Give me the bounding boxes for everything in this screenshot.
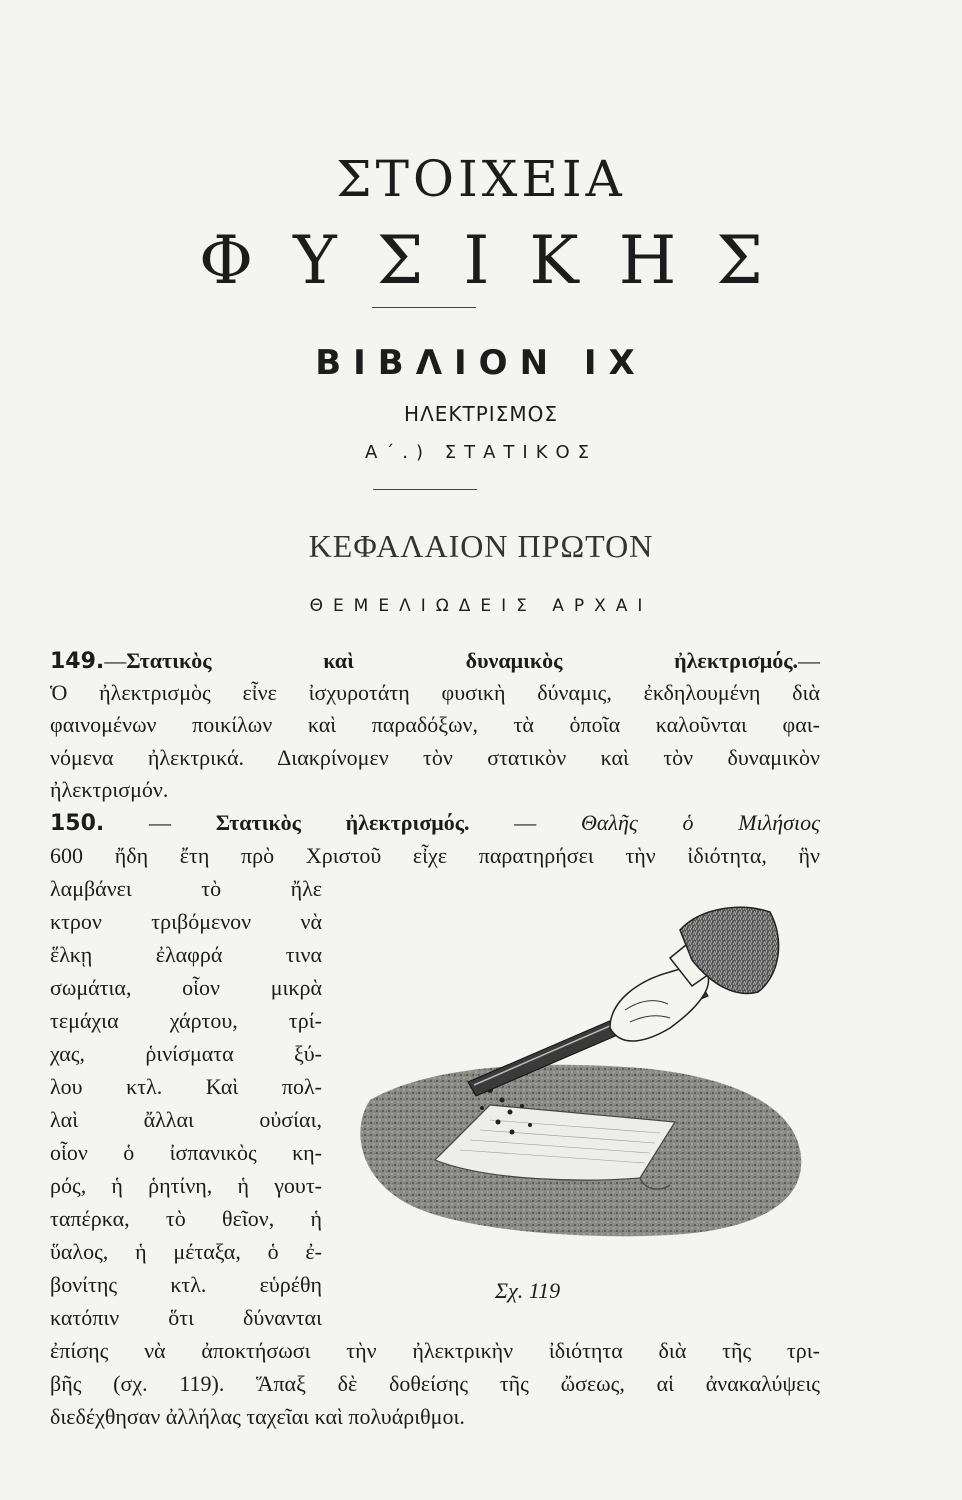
paragraph-line: λαὶ ἄλλαι οὐσίαι, xyxy=(50,1107,322,1132)
paragraph-line: φαινομένων ποικίλων καὶ παραδόξων, τὰ ὁποῖα καλοῦνται φαι- xyxy=(50,712,820,737)
section-150-heading-line: 150. — Στατικὸς ἠλεκτρισμός. — Θαλῆς ὁ Μιλήσιος xyxy=(50,810,821,836)
figure-caption: Σχ. 119 xyxy=(495,1278,561,1303)
paragraph-line: ἐπίσης νὰ ἀποκτήσωσι τὴν ἠλεκτρικὴν ἰδιότητα διὰ τῆς τρι- xyxy=(50,1338,820,1363)
divider-rule xyxy=(373,489,477,490)
paragraph-line: Ὁ ἠλεκτρισμὸς εἶνε ἰσχυροτάτη φυσικὴ δύναμις, ἐκδηλουμένη διὰ xyxy=(50,680,820,705)
paragraph-line: κατόπιν ὅτι δύνανται xyxy=(50,1305,322,1330)
divider-rule xyxy=(372,307,476,308)
paragraph-line: οἷον ὁ ἰσπανικὸς κη- xyxy=(50,1140,322,1165)
paragraph-line: χας, ῥινίσματα ξύ- xyxy=(50,1041,322,1066)
title-line-2: ΦΥΣΙΚΗΣ xyxy=(199,222,803,299)
part-heading: Α΄.) ΣΤΑΤΙΚΟΣ xyxy=(364,442,598,463)
section-lead: Θαλῆς ὁ Μιλήσιος xyxy=(581,810,821,835)
section-149-heading-line: 149.—Στατικὸς καὶ δυναμικὸς ἠλεκτρισμός.— xyxy=(50,648,820,674)
chapter-heading: ΚΕΦΑΛΑΙΟΝ ΠΡΩΤΟΝ xyxy=(308,528,654,564)
paragraph-line: νόμενα ἠλεκτρικά. Διακρίνομεν τὸν στατικὸν καὶ τὸν δυναμικὸν xyxy=(50,745,820,770)
paragraph-line: κτρον τριβόμενον νὰ xyxy=(50,909,322,934)
section-number: 149. xyxy=(50,649,105,674)
paragraph-line: ρός, ἡ ῥητίνη, ἡ γουτ- xyxy=(50,1173,322,1198)
section-number: 150. xyxy=(50,811,105,836)
book-heading: ΒΙΒΛΙΟΝ IX xyxy=(315,343,647,383)
chapter-subtitle: ΘΕΜΕΛΙΩΔΕΙΣ ΑΡΧΑΙ xyxy=(309,596,653,616)
paragraph-line: βονίτης κτλ. εὑρέθη xyxy=(50,1272,322,1297)
paragraph-line: ἕλκῃ ἐλαφρά τινα xyxy=(50,942,322,967)
paragraph-line: διεδέχθησαν ἀλλήλας ταχεῖαι καὶ πολυάριθμοι. xyxy=(50,1404,465,1429)
paragraph-line: λου κτλ. Καὶ πολ- xyxy=(50,1074,322,1099)
subject-heading: ΗΛΕΚΤΡΙΣΜΟΣ xyxy=(404,402,558,426)
paragraph-line: ὕαλος, ἡ μέταξα, ὁ ἐ- xyxy=(50,1239,322,1264)
figure-rubbed-rod-illustration xyxy=(340,900,810,1290)
section-heading: Στατικὸς καὶ δυναμικὸς ἠλεκτρισμός. xyxy=(126,648,798,673)
section-heading: Στατικὸς ἠλεκτρισμός. xyxy=(215,810,470,835)
paragraph-line: σωμάτια, οἷον μικρὰ xyxy=(50,975,322,1000)
paragraph-line: βῆς (σχ. 119). Ἅπαξ δὲ δοθείσης τῆς ὤσεως, αἱ ἀνακαλύψεις xyxy=(50,1371,820,1396)
title-line-1: ΣΤΟΙΧΕΙΑ xyxy=(336,150,626,208)
paragraph-line: 600 ἤδη ἔτη πρὸ Χριστοῦ εἶχε παρατηρήσει τὴν ἰδιότητα, ἣν xyxy=(50,843,820,868)
paragraph-line: ταπέρκα, τὸ θεῖον, ἡ xyxy=(50,1206,322,1231)
paragraph-line: λαμβάνει τὸ ἤλε xyxy=(50,876,322,901)
paragraph-line: ἠλεκτρισμόν. xyxy=(50,777,169,802)
paragraph-line: τεμάχια χάρτου, τρί- xyxy=(50,1008,322,1033)
